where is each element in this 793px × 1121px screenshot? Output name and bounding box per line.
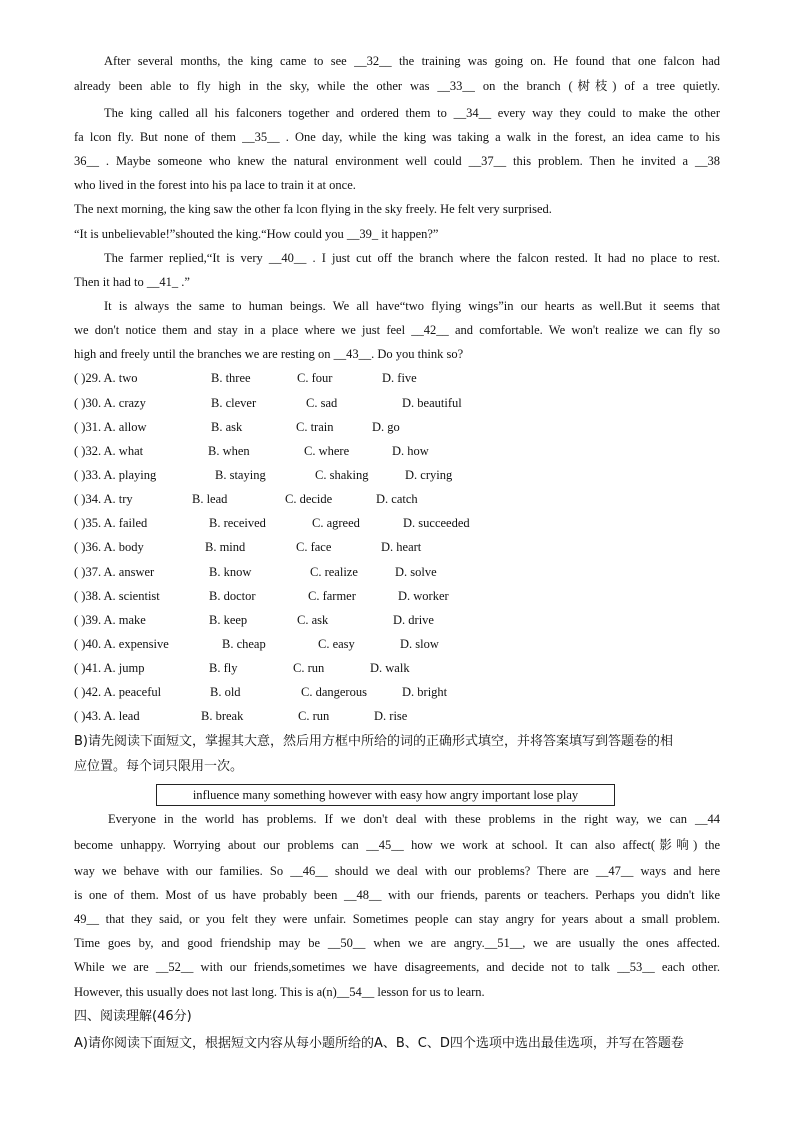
question-option-a: ( )40. A. expensive	[74, 637, 169, 651]
question-option-b: B. mind	[205, 540, 246, 554]
question-option-a: ( )32. A. what	[74, 444, 144, 458]
passage-line: Time goes by, and good friendship may be __50__ when we are angry.__51__, we are usually the ones affected.	[74, 936, 720, 950]
question-option-b: B. doctor	[209, 589, 256, 603]
question-option-c: C. farmer	[308, 589, 356, 603]
question-option-c: C. dangerous	[301, 685, 367, 699]
passage-line: It is always the same to human beings. We all have“two flying wings”in our hearts as well.But it seems that	[104, 299, 720, 313]
passage-line: While we are __52__ with our friends,sometimes we have disagreements, and decide not to talk __53__ each other.	[74, 960, 720, 974]
question-option-d: D. go	[372, 420, 400, 434]
passage-line: “It is unbelievable!”shouted the king.“How could you __39_ it happen?”	[74, 227, 439, 241]
passage-line: already been able to fly high in the sky, while the other was __33__ on the branch (树枝) of a tree quietly.	[74, 79, 720, 93]
question-option-c: C. sad	[306, 396, 338, 410]
question-option-c: C. train	[296, 420, 334, 434]
section-four-instruction: A)请你阅读下面短文，根据短文内容从每小题所给的A、B、C、D四个选项中选出最佳选项，并写在答题卷	[74, 1036, 684, 1051]
question-option-d: D. five	[382, 371, 417, 385]
passage-line: After several months, the king came to see __32__ the training was going on. He found that one falcon had	[104, 54, 720, 68]
question-option-a: ( )37. A. answer	[74, 565, 155, 579]
question-option-d: D. crying	[405, 468, 453, 482]
question-option-b: B. three	[211, 371, 251, 385]
question-option-d: D. walk	[370, 661, 410, 675]
question-option-c: C. ask	[297, 613, 329, 627]
passage-line: who lived in the forest into his pa lace to train it at once.	[74, 178, 356, 192]
question-option-b: B. keep	[209, 613, 248, 627]
question-option-b: B. staying	[215, 468, 266, 482]
word-box: influence many something however with easy how angry important lose play	[156, 784, 615, 806]
question-option-a: ( )38. A. scientist	[74, 589, 160, 603]
question-option-d: D. bright	[402, 685, 448, 699]
question-option-a: ( )31. A. allow	[74, 420, 147, 434]
question-option-a: ( )34. A. try	[74, 492, 133, 506]
question-option-d: D. rise	[374, 709, 408, 723]
passage-line: is one of them. Most of us have probably been __48__ with our friends, parents or teachers. Perhaps you didn't like	[74, 888, 720, 902]
passage-line: become unhappy. Worrying about our problems can __45__ how we work at school. It can also affect(影响) the	[74, 838, 720, 852]
question-option-d: D. drive	[393, 613, 434, 627]
question-option-c: C. run	[293, 661, 325, 675]
question-option-b: B. cheap	[222, 637, 266, 651]
passage-line: way we behave with our families. So __46__ should we deal with our problems? There are __47__ ways and here	[74, 864, 720, 878]
question-option-d: D. worker	[398, 589, 449, 603]
question-option-a: ( )30. A. crazy	[74, 396, 146, 410]
question-option-a: ( )43. A. lead	[74, 709, 140, 723]
question-option-d: D. slow	[400, 637, 439, 651]
question-option-c: C. easy	[318, 637, 355, 651]
passage-line: we don't notice them and stay in a place where we just feel __42__ and comfortable. We won't realize we can fly so	[74, 323, 720, 337]
question-option-a: ( )33. A. playing	[74, 468, 157, 482]
question-option-a: ( )41. A. jump	[74, 661, 145, 675]
question-option-c: C. face	[296, 540, 332, 554]
section-four-title: 四、阅读理解(46分)	[74, 1009, 192, 1024]
question-option-b: B. fly	[209, 661, 238, 675]
passage-line: Everyone in the world has problems. If we don't deal with these problems in the right way, we can __44	[108, 812, 720, 826]
passage-line: The farmer replied,“It is very __40__ . I just cut off the branch where the falcon rested. It had no place to rest.	[104, 251, 720, 265]
question-option-a: ( )35. A. failed	[74, 516, 148, 530]
question-option-a: ( )42. A. peaceful	[74, 685, 162, 699]
passage-line: The next morning, the king saw the other fa lcon flying in the sky freely. He felt very surprised.	[74, 202, 552, 216]
question-option-b: B. old	[210, 685, 241, 699]
question-option-c: C. four	[297, 371, 333, 385]
question-option-b: B. break	[201, 709, 244, 723]
question-option-b: B. clever	[211, 396, 257, 410]
question-option-a: ( )29. A. two	[74, 371, 138, 385]
passage-line: The king called all his falconers together and ordered them to __34__ every way they could to make the other	[104, 106, 720, 120]
question-option-d: D. succeeded	[403, 516, 470, 530]
question-option-a: ( )39. A. make	[74, 613, 146, 627]
question-option-b: B. received	[209, 516, 266, 530]
question-option-d: D. beautiful	[402, 396, 462, 410]
question-option-c: C. agreed	[312, 516, 360, 530]
passage-line: high and freely until the branches we are resting on __43__. Do you think so?	[74, 347, 464, 361]
question-option-d: D. solve	[395, 565, 437, 579]
section-b-instruction: 应位置。每个词只限用一次。	[74, 759, 244, 774]
passage-line: fa lcon fly. But none of them __35__ . One day, while the king was taking a walk in the forest, an idea came to his	[74, 130, 720, 144]
question-option-b: B. ask	[211, 420, 243, 434]
passage-line: 49__ that they said, or you felt they were unfair. Sometimes people can stay angry for years about a small problem.	[74, 912, 720, 926]
question-option-c: C. realize	[310, 565, 358, 579]
question-option-d: D. heart	[381, 540, 422, 554]
question-option-d: D. catch	[376, 492, 418, 506]
question-option-c: C. shaking	[315, 468, 369, 482]
question-option-b: B. lead	[192, 492, 228, 506]
passage-line: Then it had to __41_ .”	[74, 275, 190, 289]
passage-line: However, this usually does not last long. This is a(n)__54__ lesson for us to learn.	[74, 985, 485, 999]
section-b-instruction: B)请先阅读下面短文，掌握其大意，然后用方框中所给的词的正确形式填空，并将答案填写到答题卷的相	[74, 734, 673, 749]
question-option-d: D. how	[392, 444, 429, 458]
question-option-c: C. run	[298, 709, 330, 723]
question-option-b: B. know	[209, 565, 252, 579]
passage-line: 36__ . Maybe someone who knew the natural environment well could __37__ this problem. Then he invited a __38	[74, 154, 720, 168]
question-option-a: ( )36. A. body	[74, 540, 144, 554]
question-option-b: B. when	[208, 444, 250, 458]
question-option-c: C. decide	[285, 492, 333, 506]
question-option-c: C. where	[304, 444, 350, 458]
